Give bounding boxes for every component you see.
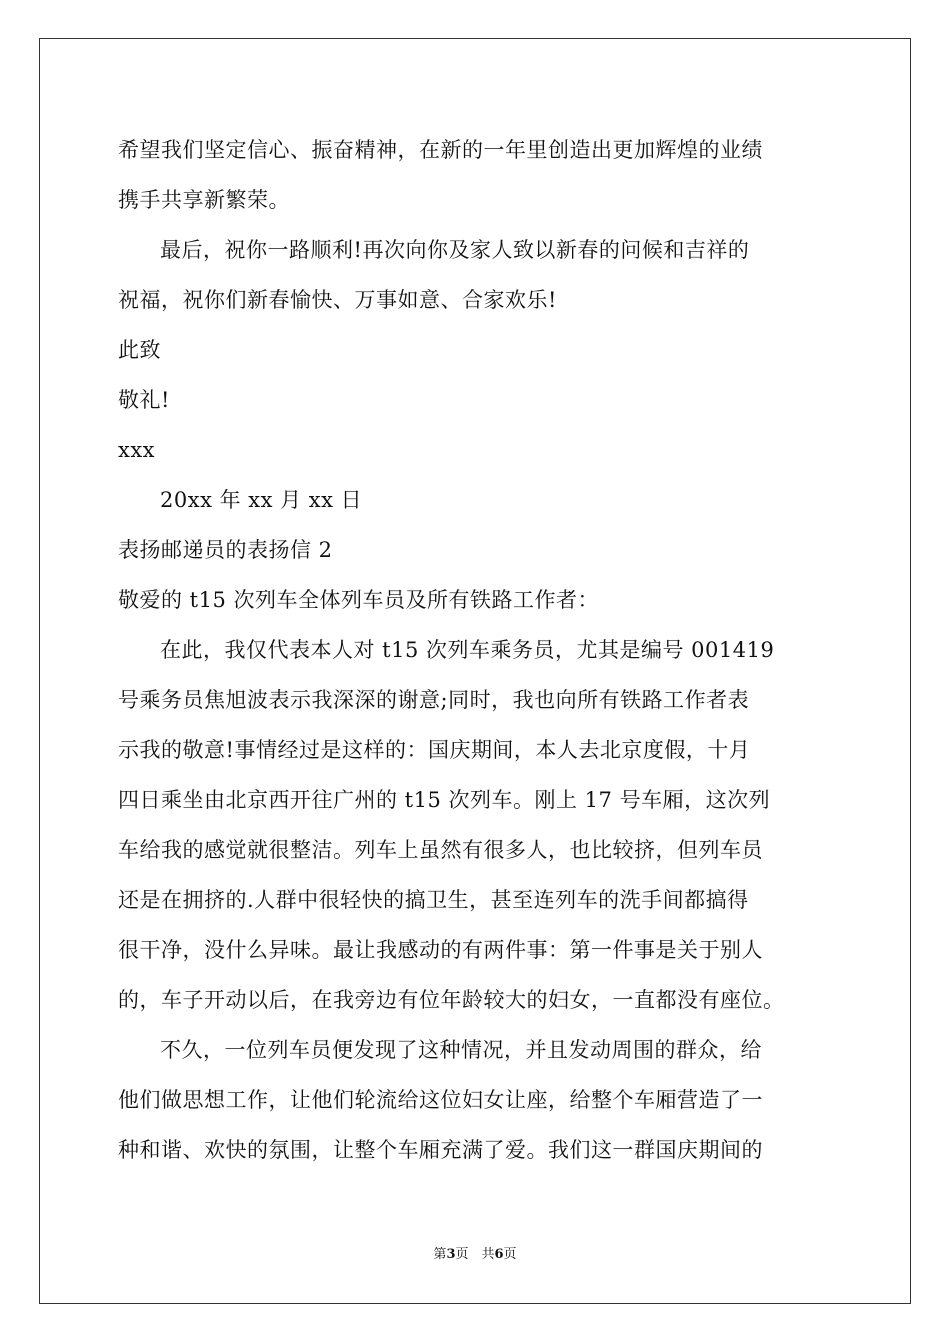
- section-title: 表扬邮递员的表扬信 2: [118, 538, 333, 562]
- text-line: 很干净，没什么异味。最让我感动的有两件事：第一件事是关于别人: [118, 938, 763, 962]
- text-line: 祝福，祝你们新春愉快、万事如意、合家欢乐!: [118, 288, 557, 312]
- letter-greeting: 敬爱的 t15 次列车全体列车员及所有铁路工作者：: [118, 588, 600, 612]
- current-page-number: 3: [446, 1247, 456, 1262]
- total-page-count: 6: [494, 1247, 504, 1262]
- text-line: 携手共享新繁荣。: [118, 188, 290, 212]
- text-line: 的，车子开动以后，在我旁边有位年龄较大的妇女，一直都没有座位。: [118, 988, 785, 1012]
- text-line: 希望我们坚定信心、振奋精神，在新的一年里创造出更加辉煌的业绩: [118, 138, 763, 162]
- text-line: 他们做思想工作，让他们轮流给这位妇女让座，给整个车厢营造了一: [118, 1088, 763, 1112]
- text-line: 示我的敬意!事情经过是这样的：国庆期间，本人去北京度假，十月: [118, 738, 751, 762]
- signature: xxx: [118, 438, 156, 462]
- text-line: 在此，我仅代表本人对 t15 次列车乘务员，尤其是编号 001419: [160, 638, 775, 662]
- closing-salutation: 此致: [118, 338, 161, 362]
- text-line: 车给我的感觉就很整洁。列车上虽然有很多人，也比较挤，但列车员: [118, 838, 763, 862]
- page-border: [39, 38, 911, 1304]
- letter-date: 20xx 年 xx 月 xx 日: [160, 488, 363, 512]
- text-line: 最后，祝你一路顺利!再次向你及家人致以新春的问候和吉祥的: [160, 238, 750, 262]
- footer-middle: 页 共: [455, 1247, 495, 1262]
- page-footer: [0, 1246, 950, 1264]
- text-line: 还是在拥挤的.人群中很轻快的搞卫生，甚至连列车的洗手间都搞得: [118, 888, 749, 912]
- text-line: 种和谐、欢快的氛围，让整个车厢充满了爱。我们这一群国庆期间的: [118, 1138, 763, 1162]
- text-line: 四日乘坐由北京西开往广州的 t15 次列车。刚上 17 号车厢，这次列: [118, 788, 771, 812]
- text-line: 不久，一位列车员便发现了这种情况，并且发动周围的群众，给: [160, 1038, 762, 1062]
- closing-regards: 敬礼!: [118, 388, 170, 412]
- footer-prefix: 第: [433, 1247, 447, 1262]
- footer-suffix: 页: [503, 1247, 517, 1262]
- text-line: 号乘务员焦旭波表示我深深的谢意;同时，我也向所有铁路工作者表: [118, 688, 750, 712]
